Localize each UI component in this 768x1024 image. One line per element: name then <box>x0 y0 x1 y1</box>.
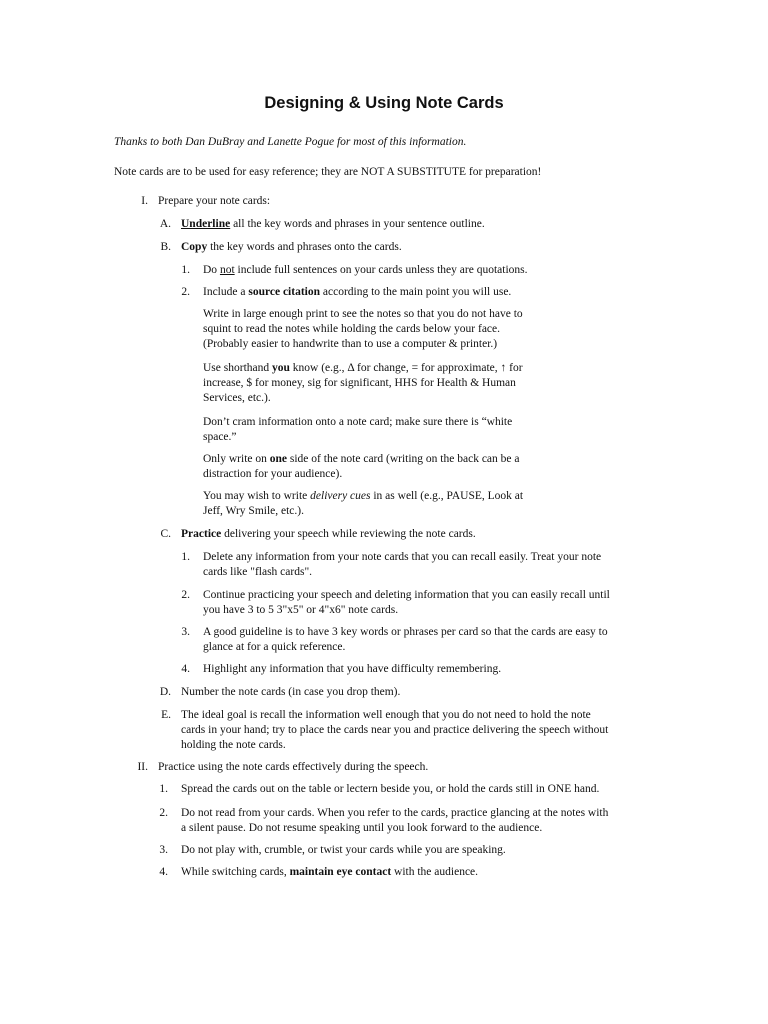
not-keyword: not <box>219 264 235 276</box>
item-II3-line1: Do not play with, crumble, or twist your cards while you are speaking. <box>181 844 506 856</box>
item-II4-label: 4. <box>159 866 168 878</box>
item-C4-label: 4. <box>181 663 190 675</box>
para5-line1 <box>203 489 523 504</box>
you-keyword: you <box>272 362 290 374</box>
para1-line1: Write in large enough print to see the notes so that you do not have to <box>203 308 523 320</box>
item-II2-line1: Do not read from your cards. When you refer to the cards, practice glancing at the notes with <box>181 807 609 819</box>
credit-line: Thanks to both Dan DuBray and Lanette Pogue for most of this information. <box>114 136 467 148</box>
item-A-rest: all the key words and phrases in your sentence outline. <box>230 218 485 230</box>
item-D-label: D. <box>159 686 171 698</box>
item-B2-rest: according to the main point you will use. <box>320 286 512 298</box>
para5-line2: Jeff, Wry Smile, etc.). <box>203 505 304 517</box>
item-II4-text <box>181 865 478 880</box>
underline-keyword: Underline <box>181 218 231 230</box>
para4-pre: Only write on <box>203 453 270 465</box>
item-B-rest: the key words and phrases onto the cards. <box>207 241 402 253</box>
item-C-rest: delivering your speech while reviewing the note cards. <box>221 528 476 540</box>
item-B1-pre: Do <box>203 264 220 276</box>
item-B2-pre: Include a <box>203 286 249 298</box>
item-C1-line2: cards like "flash cards". <box>203 566 313 578</box>
section-1-heading: Prepare your note cards: <box>158 195 271 207</box>
source-citation-keyword: source citation <box>248 286 320 298</box>
item-II1-line1: Spread the cards out on the table or lectern beside you, or hold the cards still in ONE hand. <box>181 783 600 795</box>
para2-rest: know (e.g., Δ for change, = for approximate, ↑ for <box>289 362 523 374</box>
item-B1-rest: include full sentences on your cards unless they are quotations. <box>234 264 528 276</box>
item-II4-pre: While switching cards, <box>181 866 290 878</box>
item-B-label: B. <box>160 241 171 253</box>
item-C1-line1: Delete any information from your note cards that you can recall easily. Treat your note <box>203 551 602 563</box>
item-E-line2: cards in your hand; try to place the cards near you and practice delivering the speech without <box>181 724 609 736</box>
item-C3-label: 3. <box>181 626 190 638</box>
item-C2-label: 2. <box>181 589 190 601</box>
page-title: Designing & Using Note Cards <box>264 94 504 112</box>
delivery-cues-keyword: delivery cues <box>310 490 371 502</box>
para2-pre: Use shorthand <box>203 362 272 374</box>
para1-line2: squint to read the notes while holding the cards below your face. <box>203 323 501 335</box>
item-B2-text <box>203 285 511 300</box>
item-II2-label: 2. <box>159 807 168 819</box>
item-A-label: A. <box>159 218 171 230</box>
para2-line1 <box>203 361 523 376</box>
item-B1-text <box>203 263 528 278</box>
section-2-label: II. <box>137 761 148 773</box>
para2-line3: Services, etc.). <box>203 392 271 404</box>
copy-keyword: Copy <box>181 241 208 253</box>
item-E-line1: The ideal goal is recall the information well enough that you do not need to hold the note <box>181 709 591 721</box>
section-2-heading: Practice using the note cards effectively during the speech. <box>158 761 429 773</box>
item-II2-line2: a silent pause. Do not resume speaking until you look forward to the audience. <box>181 822 543 834</box>
para2-line2: increase, $ for money, sig for significant, HHS for Health & Human <box>203 377 516 389</box>
eye-contact-keyword: maintain eye contact <box>289 866 392 878</box>
item-C1-label: 1. <box>181 551 190 563</box>
item-A-text <box>181 217 485 232</box>
section-1-label: I. <box>141 195 148 207</box>
item-II1-label: 1. <box>159 783 168 795</box>
item-II3-label: 3. <box>159 844 168 856</box>
item-C-label: C. <box>160 528 171 540</box>
item-C2-line2: you have 3 to 5 3"x5" or 4"x6" note cards. <box>203 604 399 616</box>
item-B2-label: 2. <box>181 286 190 298</box>
para4-line1 <box>203 452 519 467</box>
item-B1-label: 1. <box>181 264 190 276</box>
item-C3-line2: glance at for a quick reference. <box>203 641 346 653</box>
item-C4-line1: Highlight any information that you have difficulty remembering. <box>203 663 502 675</box>
item-D-text: Number the note cards (in case you drop them). <box>181 686 401 698</box>
item-B-text <box>181 240 402 255</box>
item-II4-rest: with the audience. <box>391 866 479 878</box>
item-C3-line1: A good guideline is to have 3 key words or phrases per card so that the cards are easy to <box>203 626 608 638</box>
para1-line3: (Probably easier to handwrite than to use a computer & printer.) <box>203 338 498 350</box>
item-C2-line1: Continue practicing your speech and deleting information that you can easily recall until <box>203 589 610 601</box>
intro-paragraph: Note cards are to be used for easy reference; they are NOT A SUBSTITUTE for preparation! <box>114 166 542 178</box>
para4-line2: distraction for your audience). <box>203 468 343 480</box>
one-keyword: one <box>269 453 288 465</box>
para5-pre: You may wish to write <box>203 490 311 502</box>
para4-rest: side of the note card (writing on the back can be a <box>287 453 520 465</box>
practice-keyword: Practice <box>181 528 222 540</box>
para3-line2: space.” <box>203 431 237 443</box>
para5-rest: in as well (e.g., PAUSE, Look at <box>370 490 524 502</box>
para3-line1: Don’t cram information onto a note card; make sure there is “white <box>203 416 513 428</box>
item-E-label: E. <box>161 709 171 721</box>
item-E-line3: holding the note cards. <box>181 739 286 751</box>
item-C-text <box>181 527 476 542</box>
